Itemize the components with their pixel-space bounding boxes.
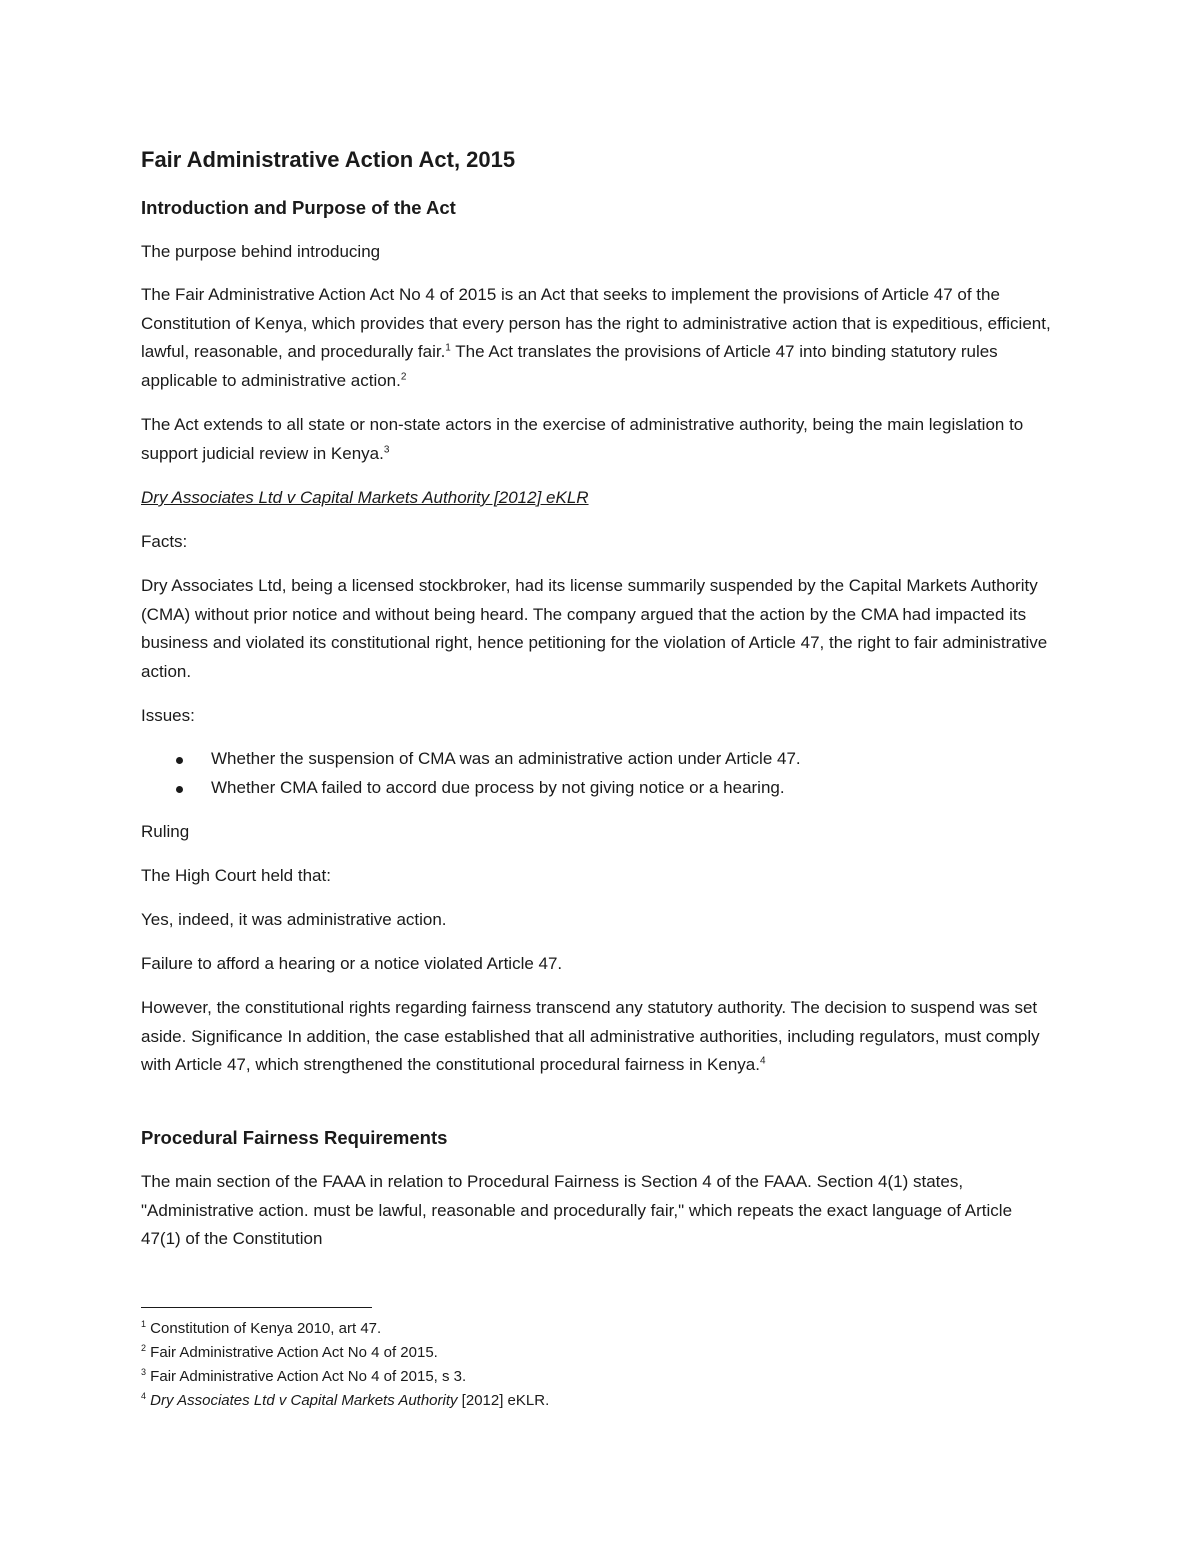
footnote-2 bbox=[141, 1341, 549, 1365]
held-point-1: Yes, indeed, it was administrative action. bbox=[141, 910, 447, 929]
footnotes bbox=[141, 1317, 549, 1413]
footnote-4 bbox=[141, 1389, 549, 1413]
footnote-case-name: Dry Associates Ltd v Capital Markets Authority bbox=[146, 1392, 458, 1409]
footnote-text: Fair Administrative Action Act No 4 of 2015, s 3. bbox=[146, 1368, 467, 1385]
issue-item bbox=[141, 774, 801, 803]
footnote-3 bbox=[141, 1365, 549, 1389]
procedural-paragraph: The main section of the FAAA in relation to Procedural Fairness is Section 4 of the FAAA. Section 4(1) states, "Administrative action. must be lawful, reasonable and procedurally fair," which repeats the exact language of Article 47(1) of the Constitution bbox=[141, 1172, 1013, 1249]
held-point-3-text: However, the constitutional rights regarding fairness transcend any statutory authority. The decision to suspend was set aside. Significance In addition, the case established that all administrative authorities, including regulators, must comply with Article 47, which strengthened the constitutional procedural fairness in Kenya. bbox=[141, 998, 1040, 1075]
purpose-text-b: The Act translates the provisions of Article 47 into binding statutory rules applicable to administrative action. bbox=[141, 342, 998, 391]
purpose-text-a: The Fair Administrative Action Act No 4 of 2015 is an Act that seeks to implement the provisions of Article 47 of the Constitution of Kenya, which provides that every person has the right to administrative action that is expeditious, efficient, lawful, reasonable, and procedurally fair. bbox=[141, 285, 1051, 362]
ruling-label: Ruling bbox=[141, 822, 190, 841]
footnote-text: Constitution of Kenya 2010, art 47. bbox=[146, 1320, 382, 1337]
issue-item bbox=[141, 745, 801, 774]
held-point-3 bbox=[141, 994, 1051, 1080]
purpose-paragraph bbox=[141, 281, 1051, 396]
held-line: The High Court held that: bbox=[141, 866, 331, 885]
intro-line: The purpose behind introducing bbox=[141, 242, 381, 261]
footnote-ref-3[interactable]: 3 bbox=[383, 444, 390, 456]
footnote-1 bbox=[141, 1317, 549, 1341]
issues-label: Issues: bbox=[141, 706, 195, 725]
issue-text: Whether CMA failed to accord due process by not giving notice or a hearing. bbox=[211, 777, 785, 797]
facts-label: Facts: bbox=[141, 532, 188, 551]
procedural-heading: Procedural Fairness Requirements bbox=[141, 1127, 448, 1148]
issues-list bbox=[141, 745, 801, 802]
footnote-num: 3 bbox=[141, 1367, 147, 1377]
bullet-icon bbox=[176, 786, 183, 793]
footnote-ref-1[interactable]: 1 bbox=[445, 342, 451, 354]
bullet-icon bbox=[176, 757, 183, 764]
footnote-text: Fair Administrative Action Act No 4 of 2015. bbox=[146, 1344, 438, 1361]
case-title-link[interactable]: Dry Associates Ltd v Capital Markets Authority [2012] eKLR bbox=[141, 488, 589, 507]
footnote-num: 1 bbox=[141, 1319, 147, 1329]
held-point-2: Failure to afford a hearing or a notice violated Article 47. bbox=[141, 954, 563, 973]
scope-paragraph bbox=[141, 411, 1051, 468]
facts-paragraph: Dry Associates Ltd, being a licensed stockbroker, had its license summarily suspended by the Capital Markets Authority (CMA) without prior notice and without being heard. The company argued that the action by the CMA had impacted its business and violated its constitutional right, hence petitioning for the violation of Article 47, the right to fair administrative action. bbox=[141, 576, 1048, 682]
footnote-num: 2 bbox=[141, 1343, 147, 1353]
footnote-ref-4[interactable]: 4 bbox=[759, 1055, 766, 1067]
case-title-paragraph bbox=[141, 484, 1051, 513]
scope-text: The Act extends to all state or non-state actors in the exercise of administrative authority, being the main legislation to support judicial review in Kenya. bbox=[141, 415, 1024, 463]
footnote-ref-2[interactable]: 2 bbox=[400, 371, 407, 383]
intro-heading: Introduction and Purpose of the Act bbox=[141, 197, 456, 218]
footnote-separator bbox=[141, 1307, 372, 1308]
footnote-num: 4 bbox=[141, 1391, 147, 1401]
document-title: Fair Administrative Action Act, 2015 bbox=[141, 147, 516, 172]
footnote-text: [2012] eKLR. bbox=[457, 1392, 550, 1409]
issue-text: Whether the suspension of CMA was an administrative action under Article 47. bbox=[211, 749, 801, 768]
